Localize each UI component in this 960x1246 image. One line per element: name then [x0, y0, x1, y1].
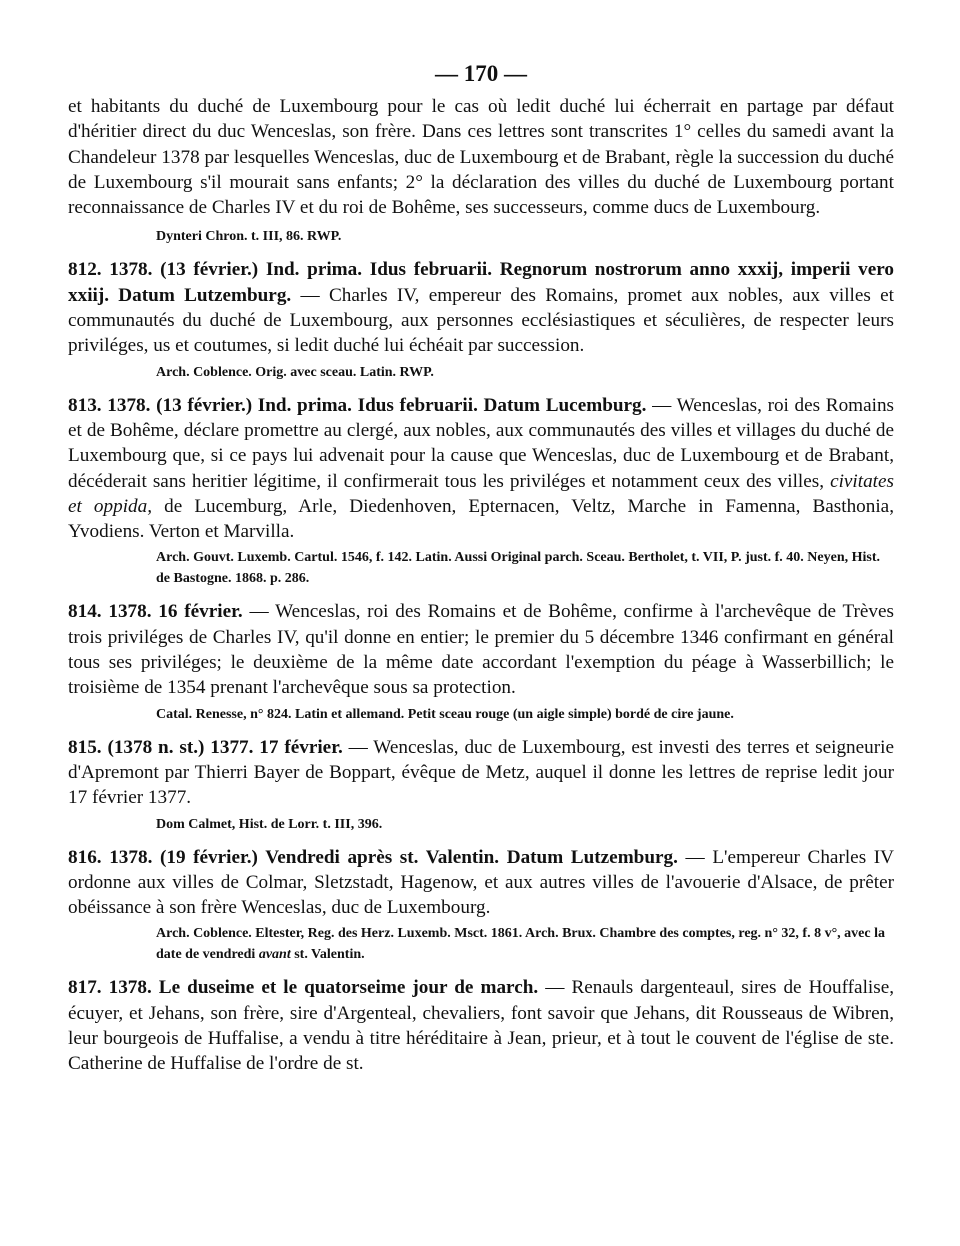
- top-paragraph: et habitants du duché de Luxembourg pour le cas où ledit duché lui écherrait en partage par défaut d'héritier direct du duc Wenceslas, son frère. Dans ces lettres sont transcrites 1° celles du samedi avant la Chandeleur 1378 par lesquelles Wenceslas, duc de Luxembourg et de Brabant, règle la succession du duché de Luxembourg s'il mourait sans enfants; 2° la déclaration des villes du duché de Luxembourg portant reconnaissance de Charles IV et du roi de Bohême, ses successeurs, comme ducs de Luxembourg.: [68, 96, 894, 219]
- entry-816: [68, 845, 894, 966]
- entry-head: 1378. Le duseime et le quatorseime jour de march.: [108, 977, 539, 999]
- entry-814: [68, 599, 894, 724]
- entry-text: — Wenceslas, duc de Luxembourg, est investi des terres et seigneurie d'Apremont par Thierri Bayer de Boppart, évêque de Metz, auquel il donne les lettres de reprise ledit jour 17 février 1377.: [68, 736, 894, 809]
- top-paragraph-block: [68, 94, 894, 247]
- document-page: [68, 58, 894, 1087]
- entry-head: (1378 n. st.) 1377. 17 février.: [107, 736, 343, 758]
- entry-head: 1378. (13 février.) Ind. prima. Idus februarii. Regnorum nostrorum anno xxxij, imperii vero xxiij. Datum Lutzemburg.: [68, 259, 894, 306]
- entry-italic-text: civitates et oppida,: [68, 470, 894, 517]
- entry-text: — Wenceslas, roi des Romains et de Bohême, déclare promettre au clergé, aux nobles, aux communautés des villes et villages du duché de Luxembourg que, si ce pays lui advenait pour la cause que Wenceslas, duc de Luxembourg et de Brabant, décéderait sans heritier légitime, il confirmerait tous les priviléges et notamment ceux des villes,: [68, 394, 895, 492]
- page-number: — 170 —: [435, 61, 527, 86]
- entry-number: 812.: [68, 259, 102, 281]
- entry-number: 814.: [68, 601, 102, 623]
- entry-source-italic: avant: [258, 947, 291, 963]
- entry-source: Catal. Renesse, n° 824. Latin et allemand. Petit sceau rouge (un aigle simple) bordé de cire jaune.: [156, 706, 734, 722]
- entry-head: 1378. (13 février.) Ind. prima. Idus februarii. Datum Lucemburg.: [107, 394, 647, 416]
- entry-text: — L'empereur Charles IV ordonne aux villes de Colmar, Sletzstadt, Hagenow, et aux autres villes de l'avouerie d'Alsace, de prêter obéissance à son frère Wenceslas, duc de Luxembourg.: [68, 846, 895, 919]
- entry-head: 1378. 16 février.: [108, 601, 243, 623]
- entry-source: Arch. Coblence. Orig. avec sceau. Latin. RWP.: [156, 364, 434, 380]
- entry-813: [68, 393, 894, 590]
- entry-text: — Charles IV, empereur des Romains, promet aux nobles, aux villes et communautés du duché de Luxembourg, aux personnes ecclésiastiques et séculières, de respecter leurs priviléges, us et coutumes, si ledit duché lui échéait par succession.: [68, 284, 894, 357]
- entry-812: [68, 257, 894, 382]
- entry-817: [68, 975, 894, 1076]
- entry-text-continued: de Lucemburg, Arle, Diedenhoven, Epternacen, Veltz, Marche in Famenna, Basthonia, Yvodiens. Verton et Marvilla.: [68, 495, 894, 543]
- entry-number: 817.: [68, 977, 102, 999]
- entry-source: Arch. Coblence. Eltester, Reg. des Herz. Luxemb. Msct. 1861. Arch. Brux. Chambre des comptes, reg. n° 32, f. 8 v°, avec la date de vendredi avant st. Valentin.: [156, 926, 885, 963]
- entry-head: 1378. (19 février.) Vendredi après st. Valentin. Datum Lutzemburg.: [109, 846, 678, 868]
- entry-number: 813.: [68, 394, 102, 416]
- entry-text: — Wenceslas, roi des Romains et de Bohême, confirme à l'archevêque de Trèves trois priviléges de Charles IV, qu'il donne en entier; le premier du 5 décembre 1346 confirmant en général tous ses priviléges; le deuxième de la même date accordant l'exemption du péage à Wasserbillich; le troisième de 1354 prenant l'archevêque sous sa protection.: [68, 601, 894, 699]
- entry-source: Arch. Gouvt. Luxemb. Cartul. 1546, f. 142. Latin. Aussi Original parch. Sceau. Bertholet, t. VII, P. just. f. 40. Neyen, Hist. de Bastogne. 1868. p. 286.: [156, 550, 881, 587]
- top-source: Dynteri Chron. t. III, 86. RWP.: [156, 229, 342, 245]
- entry-number: 815.: [68, 736, 102, 758]
- entry-815: [68, 735, 894, 835]
- entry-number: 816.: [68, 846, 102, 868]
- entry-text: — Renauls dargenteaul, sires de Houffalise, écuyer, et Jehans, son frère, sire d'Argenteal, chevaliers, font savoir que Jehans, dit Rousseaus de Wibren, leur bourgeois de Huffalise, a vendu à titre héréditaire à Jean, prieur, et à tout le couvent de l'église de ste. Catherine de Huffalise de l'ordre de st.: [68, 977, 895, 1075]
- entry-source: Dom Calmet, Hist. de Lorr. t. III, 396.: [156, 816, 383, 832]
